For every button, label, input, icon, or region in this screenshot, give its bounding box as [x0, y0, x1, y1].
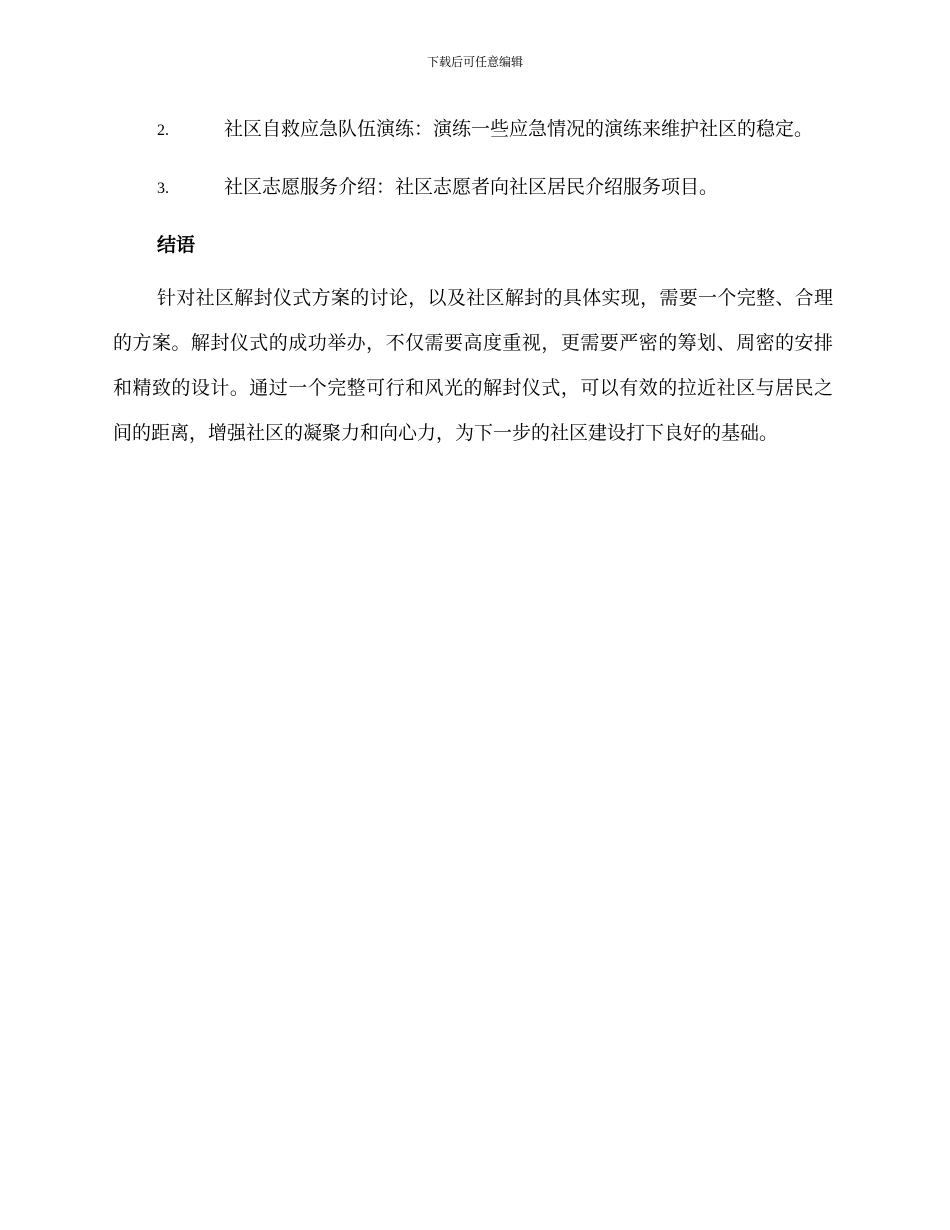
document-body [113, 107, 833, 456]
list-item [113, 165, 833, 211]
section-heading: 结语 [157, 234, 196, 256]
page-header: 下载后可任意编辑 [426, 55, 523, 69]
list-item-number: 3. [157, 180, 169, 197]
list-item [113, 107, 833, 153]
list-item-text: 社区自救应急队伍演练：演练一些应急情况的演练来维护社区的稳定。 [224, 118, 814, 140]
conclusion-paragraph: 针对社区解封仪式方案的讨论，以及社区解封的具体实现，需要一个完整、合理的方案。解封仪式的成功举办，不仅需要高度重视，更需要严密的筹划、周密的安排和精致的设计。通过一个完整可行和风光的解封仪式，可以有效的拉近社区与居民之间的距离，增强社区的凝聚力和向心力，为下一步的社区建设打下良好的基础。 [113, 287, 833, 444]
list-item-text: 社区志愿服务介绍：社区志愿者向社区居民介绍服务项目。 [224, 176, 719, 198]
list-item-number: 2. [157, 122, 169, 139]
